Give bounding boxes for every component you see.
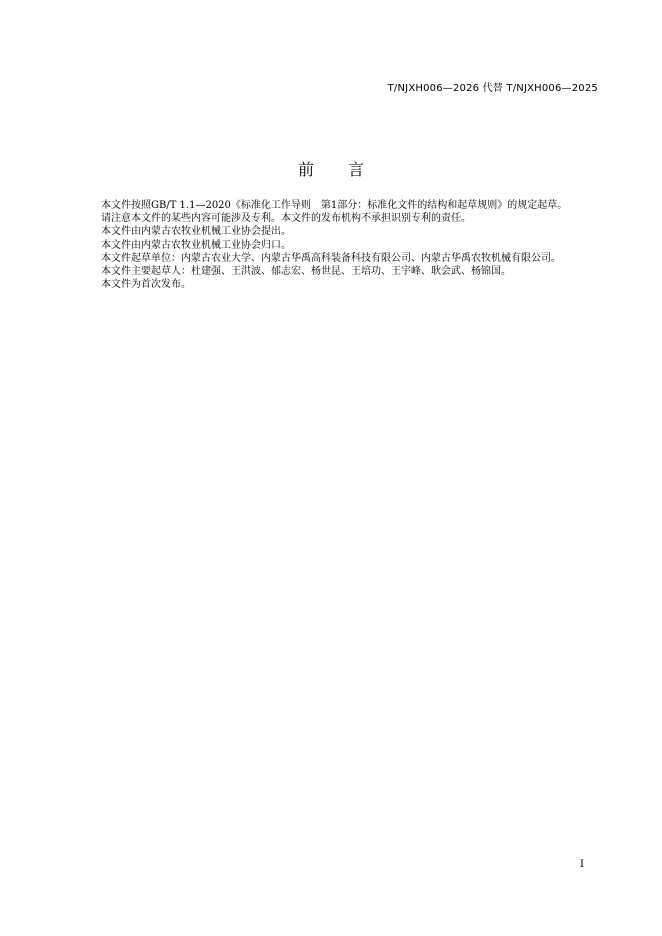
paragraph-drafters: 本文件主要起草人：杜建强、王洪波、郁志宏、杨世昆、王培功、王宇峰、耿会武、杨锦国。: [101, 266, 511, 278]
page-number: I: [580, 859, 584, 870]
paragraph-drafting-units: 本文件起草单位：内蒙古农业大学、内蒙古华禹高科装备科技有限公司、内蒙古华禹农牧机械有限公司。: [101, 252, 561, 264]
foreword-body: [80, 199, 602, 291]
paragraph-administrator: 本文件由内蒙古农牧业机械工业协会归口。: [101, 239, 291, 251]
paragraph-drafting-basis: 本文件按照GB/T 1.1—2020《标准化工作导则 第1部分：标准化文件的结构和起草规则》的规定起草。: [101, 200, 568, 211]
page-title: 前言: [297, 160, 398, 179]
paragraph-first-release: 本文件为首次发布。: [101, 279, 191, 291]
paragraph-proposer: 本文件由内蒙古农牧业机械工业协会提出。: [101, 226, 291, 238]
standard-code: T/NJXH006—2026 代替 T/NJXH006—2025: [387, 83, 598, 94]
paragraph-patent-notice: 请注意本文件的某些内容可能涉及专利。本文件的发布机构不承担识别专利的责任。: [101, 213, 471, 225]
